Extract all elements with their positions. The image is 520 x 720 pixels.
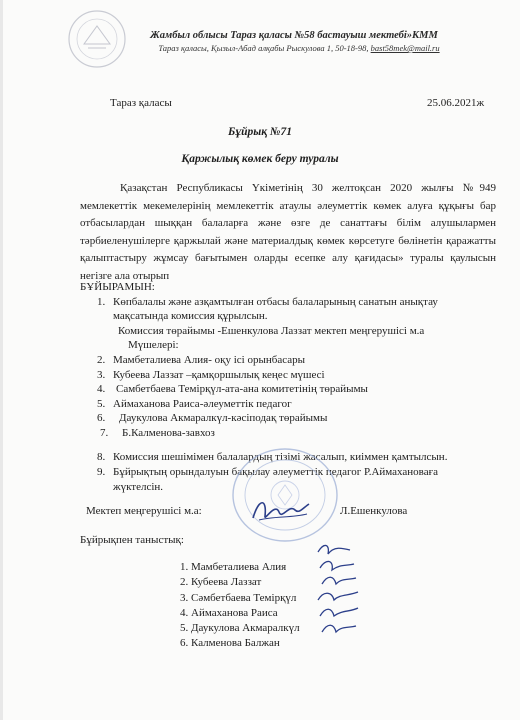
list-item: 1. Көпбалалы және азқамтылған отбасы балаларының санатын анықтау [97, 296, 438, 308]
list-item: 5. Даукулова Акмаралкүл [180, 622, 300, 635]
email-link[interactable]: bast58mek@mail.ru [370, 43, 440, 53]
list-item: мақсатында комиссия құрылсын. [113, 310, 268, 322]
school-address [0, 43, 520, 53]
list-item: 7. Б.Калменова-завхоз [100, 427, 215, 439]
acknowledgement-list [180, 560, 300, 652]
list-item: 1. Мамбеталиева Алия [180, 561, 287, 573]
city: Тараз қаласы [110, 97, 172, 109]
list-item: 8. Комиссия шешімімен балалардың тізімі жасалып, киіммен қамтылсын. [97, 451, 448, 463]
school-name: Жамбыл облысы Тараз қаласы №58 бастауыш мектебі»КММ [150, 30, 438, 41]
list-item: 4. Аймаханова Раиса [180, 606, 278, 619]
order-subject: Қаржылық көмек беру туралы [181, 153, 339, 165]
list-item: 3. Кубеева Лаззат –қамқоршылық кеңес мүшесі [97, 369, 325, 381]
list-item: 2. Кубеева Лаззат [180, 576, 262, 589]
list-item: 9. Бұйрықтың орындалуын бақылау әлеуметтік педагог Р.Аймахановаға [97, 466, 439, 478]
preamble-paragraph: Қазақстан Республикасы Үкіметінің 30 желтоқсан 2020 жылғы №949 мемлекеттік мекемелерінің мемлекеттік атаулы әлеуметтік көмек алуға құқығы бар отбасылардан шыққан балаларға және өзге де санаттағы білім алушылармен тәрбиеленушілерге қаржылай және материалдық көмек көрсетуге бөлінетін қаражатты қалыптастыру жұмсау бағытымен оларды есепке алу қағидасы» туралы қаулысын негізге ала отырып [80, 182, 496, 282]
list-item: Комиссия төрайымы -Ешенкулова Лаззат мектеп меңгерушісі м.а [118, 325, 425, 337]
list-item: 5. Аймаханова Раиса-әлеуметтік педагог [97, 398, 292, 410]
list-item: Мүшелері: [128, 339, 179, 351]
scan-edge [0, 0, 3, 720]
list-item: 6. Даукулова Акмаралкүл-кәсіподақ төрайымы [97, 412, 328, 424]
address-text: Тараз қаласы, Қызыл-Абад алқабы Рыскулова 1, 50-18-98, [158, 43, 369, 53]
order-date: 25.06.2021ж [427, 97, 485, 109]
list-item: жүктелсін. [113, 481, 164, 493]
member-signatures-icon [312, 542, 364, 642]
list-item: 2. Мамбеталиева Алия- оқу ісі орынбасары [97, 354, 305, 366]
order-number: Бұйрық №71 [228, 126, 292, 138]
list-item: 6. Калменова Балжан [180, 637, 280, 650]
list-item: 3. Сәмбетбаева Темірқүл [180, 591, 297, 604]
list-item: 4. Самбетбаева Темірқүл-ата-ана комитетінің төрайымы [97, 383, 368, 395]
signature-name: Л.Ешенкулова [340, 505, 408, 517]
signature-role: Мектеп меңгерушісі м.а: [86, 505, 202, 517]
director-signature-icon [245, 490, 315, 530]
decree-heading: БҰЙЫРАМЫН: [80, 281, 155, 293]
acknowledgement-label: Бұйрықпен таныстық: [80, 534, 184, 546]
